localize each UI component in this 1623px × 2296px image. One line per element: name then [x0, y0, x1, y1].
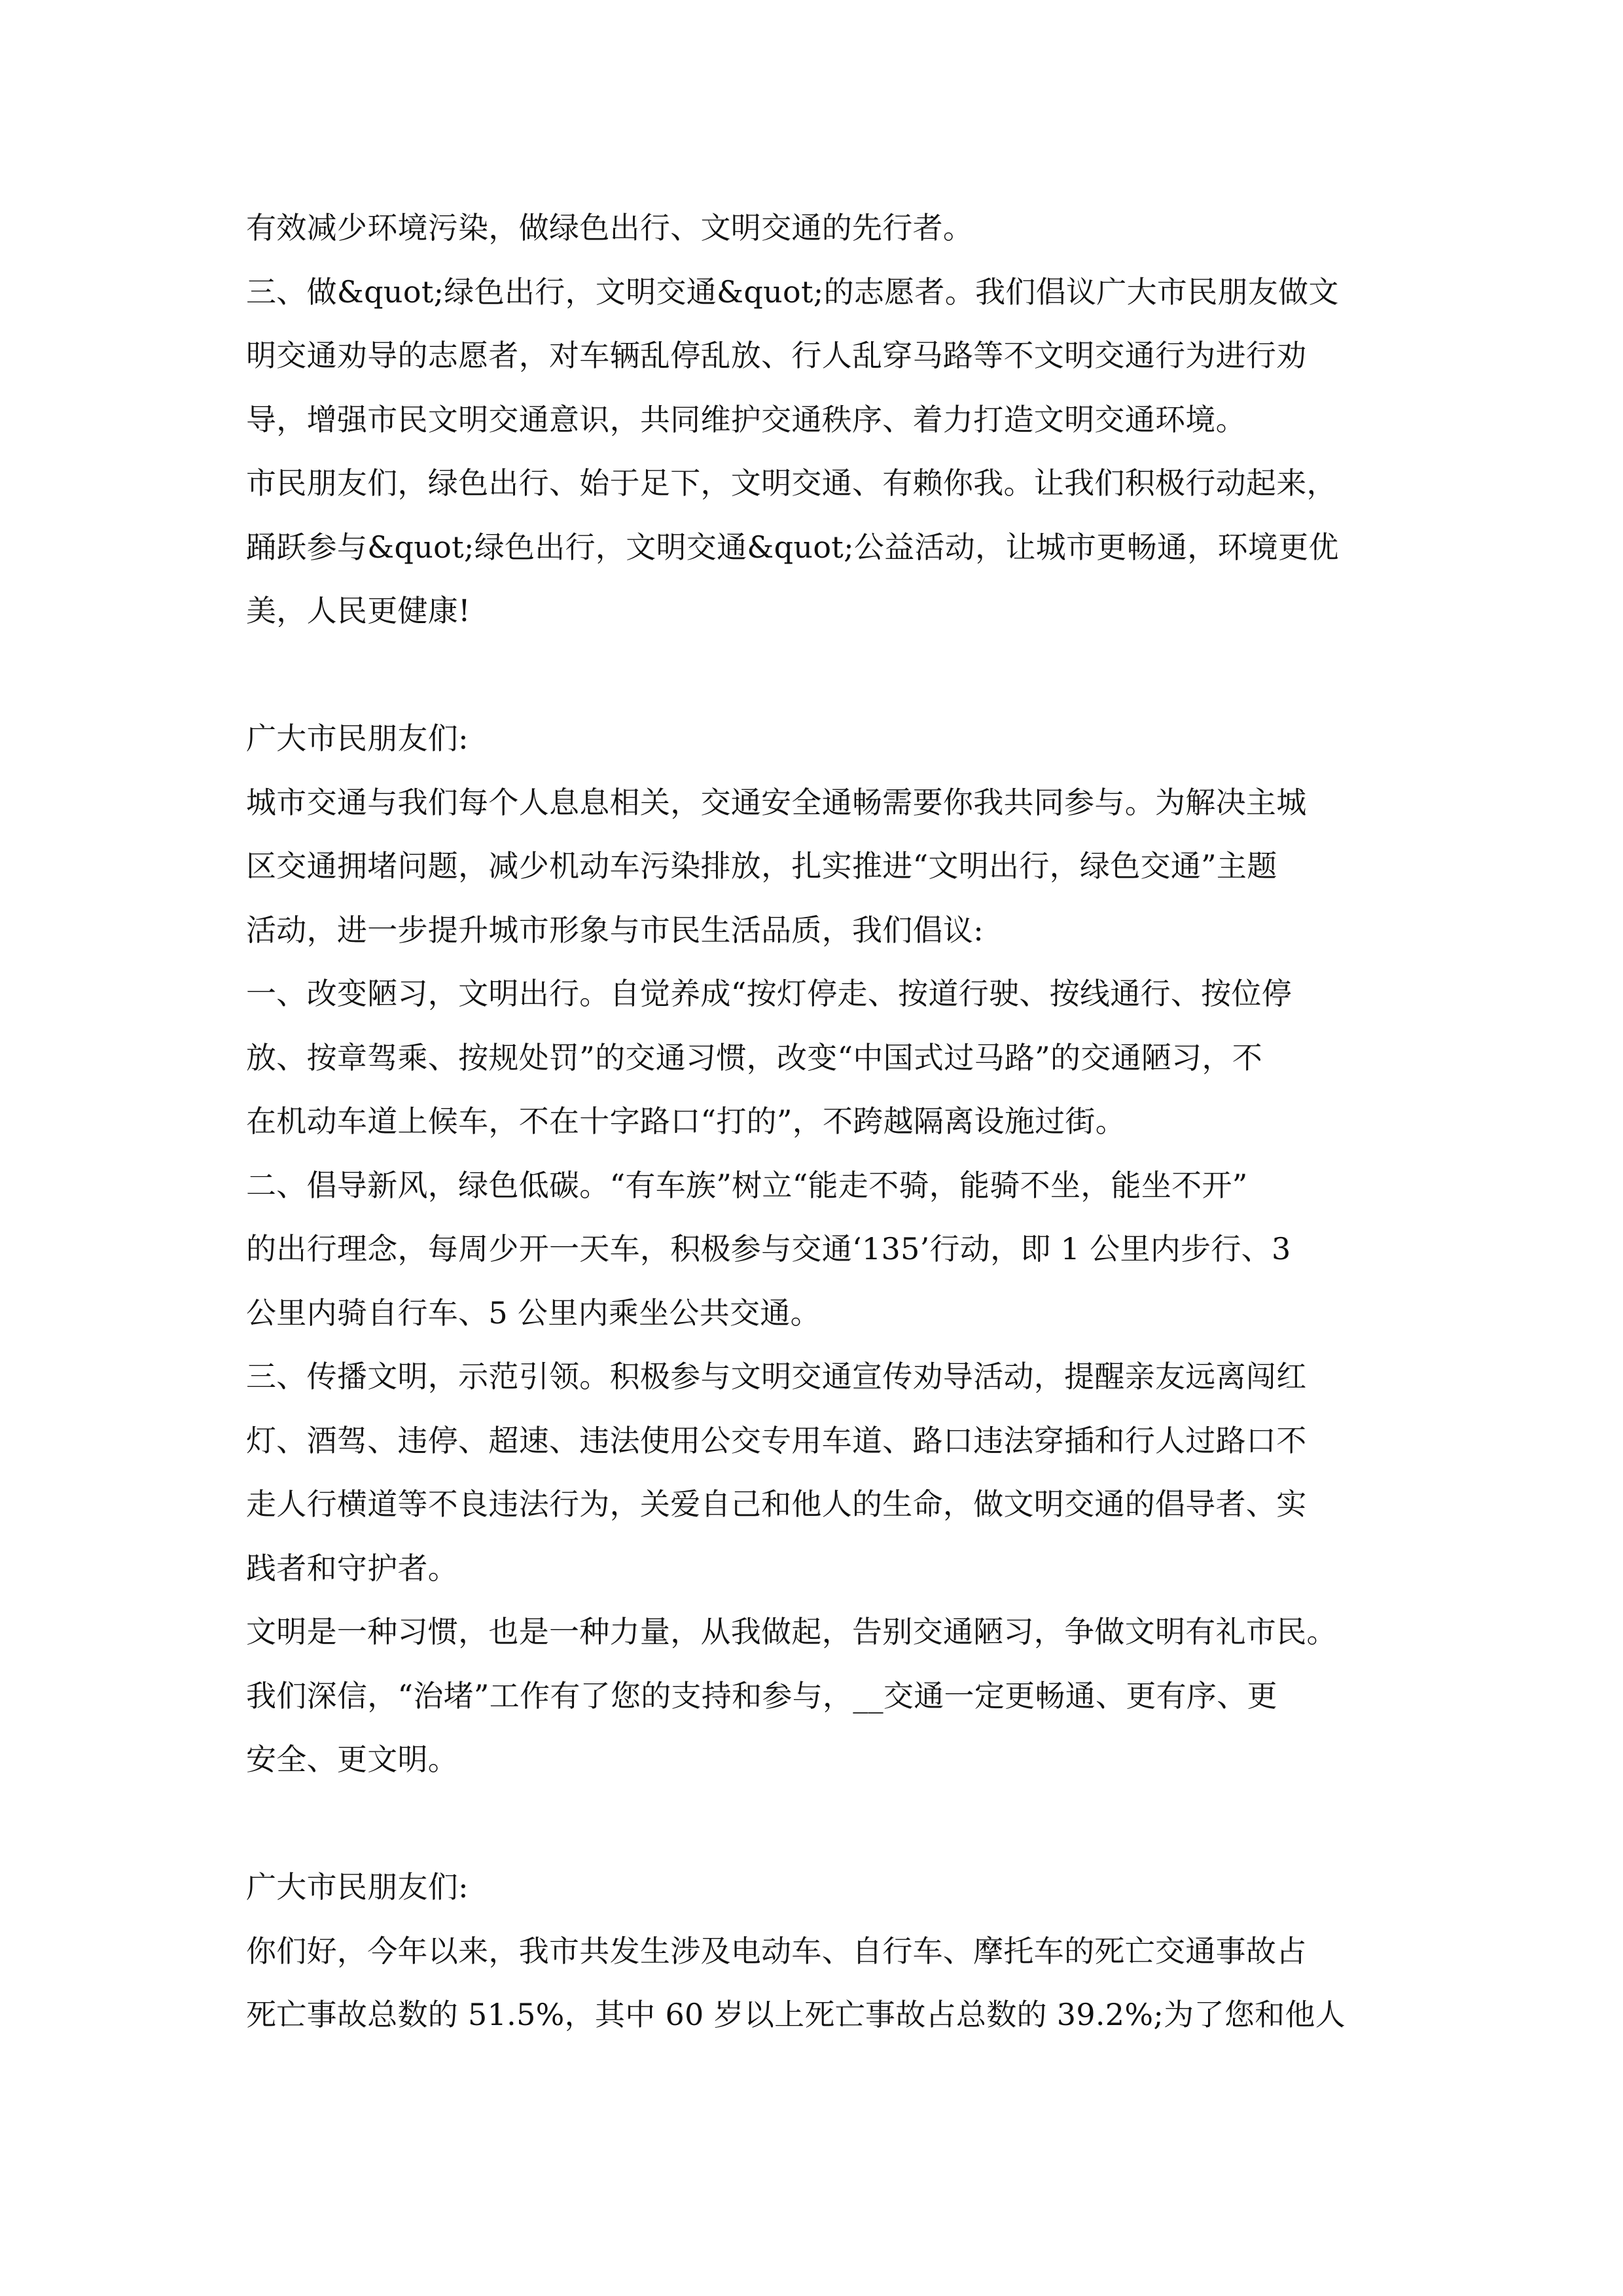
salutation: 广大市民朋友们:: [246, 721, 469, 756]
text-line: 三、传播文明，示范引领。积极参与文明交通宣传劝导活动，提醒亲友远离闯红: [246, 1359, 1307, 1394]
blank-line: [246, 1792, 1382, 1856]
text-line: 活动，进一步提升城市形象与市民生活品质，我们倡议:: [246, 912, 984, 948]
text-line: 放、按章驾乘、按规处罚”的交通习惯，改变“中国式过马路”的交通陋习，不: [246, 1039, 1263, 1075]
text-line: 公里内骑自行车、5 公里内乘坐公共交通。: [246, 1295, 821, 1331]
text-line: 我们深信，“治堵”工作有了您的支持和参与，__交通一定更畅通、更有序、更: [246, 1677, 1277, 1713]
text-line: 有效减少环境污染，做绿色出行、文明交通的先行者。: [246, 210, 974, 245]
text-line: 城市交通与我们每个人息息相关，交通安全通畅需要你我共同参与。为解决主城: [246, 784, 1307, 820]
text-line: 二、倡导新风，绿色低碳。“有车族”树立“能走不骑，能骑不坐，能坐不开”: [246, 1167, 1248, 1203]
salutation: 广大市民朋友们:: [246, 1869, 469, 1905]
blank-line: [246, 643, 1382, 708]
text-line: 美，人民更健康!: [246, 593, 471, 628]
text-line: 的出行理念，每周少开一天车，积极参与交通‘135’行动，即 1 公里内步行、3: [246, 1231, 1291, 1266]
text-line: 走人行横道等不良违法行为，关爱自己和他人的生命，做文明交通的倡导者、实: [246, 1486, 1307, 1522]
text-line: 明交通劝导的志愿者，对车辆乱停乱放、行人乱穿马路等不文明交通行为进行劝: [246, 338, 1307, 373]
text-line: 市民朋友们，绿色出行、始于足下，文明交通、有赖你我。让我们积极行动起来，: [246, 465, 1337, 501]
text-line: 安全、更文明。: [246, 1742, 459, 1777]
text-line: 死亡事故总数的 51.5%，其中 60 岁以上死亡事故占总数的 39.2%;为了您和他人: [246, 1997, 1346, 2032]
text-line: 你们好，今年以来，我市共发生涉及电动车、自行车、摩托车的死亡交通事故占: [246, 1933, 1307, 1969]
text-line: 灯、酒驾、违停、超速、违法使用公交专用车道、路口违法穿插和行人过路口不: [246, 1422, 1307, 1458]
text-line: 践者和守护者。: [246, 1550, 459, 1586]
text-line: 一、改变陋习，文明出行。自觉养成“按灯停走、按道行驶、按线通行、按位停: [246, 976, 1293, 1011]
text-line: 导，增强市民文明交通意识，共同维护交通秩序、着力打造文明交通环境。: [246, 401, 1246, 437]
text-line: 区交通拥堵问题，减少机动车污染排放，扎实推进“文明出行，绿色交通”主题: [246, 848, 1277, 884]
text-line: 踊跃参与&quot;绿色出行，文明交通&quot;公益活动，让城市更畅通，环境更优: [246, 529, 1339, 565]
body-text: [246, 196, 1382, 2047]
text-line: 在机动车道上候车，不在十字路口“打的”，不跨越隔离设施过街。: [246, 1103, 1126, 1139]
text-line: 三、做&quot;绿色出行，文明交通&quot;的志愿者。我们倡议广大市民朋友做文: [246, 274, 1339, 310]
text-line: 文明是一种习惯，也是一种力量，从我做起，告别交通陋习，争做文明有礼市民。: [246, 1614, 1337, 1649]
